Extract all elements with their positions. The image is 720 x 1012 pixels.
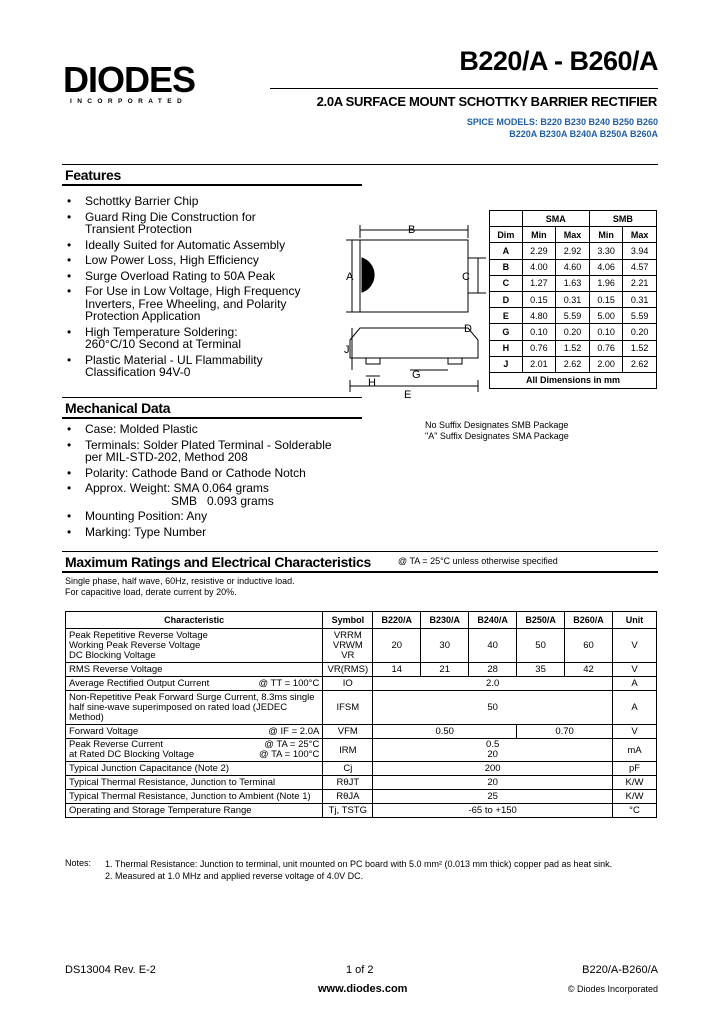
- suffix-note-sma: "A" Suffix Designates SMA Package: [425, 431, 569, 441]
- dim-subheader: Min: [522, 227, 556, 243]
- package-side-view: [350, 328, 478, 358]
- dim-label-E: E: [404, 389, 412, 401]
- ratings-intro-line1: Single phase, half wave, 60Hz, resistive or inductive load.: [65, 576, 295, 586]
- mech-item: • Case: Molded Plastic: [65, 423, 365, 436]
- mech-item: • Mounting Position: Any: [65, 510, 365, 523]
- mechanical-list: [65, 423, 365, 541]
- ratings-row: Typical Junction Capacitance (Note 2) Cj 200 pF: [66, 762, 657, 776]
- notes-label: Notes:: [65, 858, 92, 868]
- dim-subheader: Dim: [490, 227, 523, 243]
- dim-row: H 0.76 1.52 0.76 1.52: [490, 340, 657, 356]
- dim-subheader: Min: [589, 227, 623, 243]
- dim-header-sma: SMA: [522, 211, 589, 227]
- company-logo-subtitle: INCORPORATED: [70, 98, 188, 105]
- ratings-row: RMS Reverse Voltage VR(RMS) 14 21 28 35 42 V: [66, 663, 657, 677]
- feature-item: • Surge Overload Rating to 50A Peak: [65, 270, 355, 283]
- mechanical-title: Mechanical Data: [65, 400, 171, 416]
- feature-item: • Low Power Loss, High Efficiency: [65, 254, 355, 267]
- mech-top-rule: [62, 397, 362, 398]
- ratings-header: B230/A: [421, 612, 469, 629]
- package-suffix-notes: [425, 420, 569, 442]
- ratings-row: Peak Reverse Current at Rated DC Blocking Voltage @ TA = 25°C @ TA = 100°C IRM 0.5 20 mA: [66, 739, 657, 762]
- features-list: [65, 195, 355, 382]
- ratings-header: Symbol: [323, 612, 373, 629]
- cathode-band: [362, 258, 374, 292]
- company-logo: DIODES: [63, 59, 196, 100]
- features-top-rule: [62, 164, 658, 165]
- feature-item: • Guard Ring Die Construction for Transient Protection: [65, 211, 265, 236]
- dim-label-A: A: [346, 271, 354, 283]
- product-subtitle: 2.0A SURFACE MOUNT SCHOTTKY BARRIER RECTIFIER: [316, 94, 657, 109]
- dim-row: D 0.15 0.31 0.15 0.31: [490, 291, 657, 307]
- dim-label-H: H: [368, 377, 376, 389]
- dim-subheader: Max: [556, 227, 590, 243]
- ratings-header: B260/A: [565, 612, 613, 629]
- page-number: 1 of 2: [346, 964, 374, 976]
- features-title: Features: [65, 167, 121, 183]
- ratings-header: Unit: [613, 612, 657, 629]
- ratings-intro: [65, 576, 295, 598]
- mech-item-weight-smb: SMB 0.093 grams: [171, 493, 274, 508]
- spice-models[interactable]: [467, 116, 658, 140]
- dim-footer: All Dimensions in mm: [490, 372, 657, 388]
- mech-item: • Terminals: Solder Plated Terminal - Solderable per MIL-STD-202, Method 208: [65, 439, 345, 464]
- ratings-condition: @ TA = 25°C unless otherwise specified: [398, 556, 558, 566]
- footer-part-number: B220/A-B260/A: [582, 964, 658, 976]
- dim-label-G: G: [412, 369, 421, 381]
- ratings-header: B220/A: [373, 612, 421, 629]
- ratings-row: Typical Thermal Resistance, Junction to Terminal RθJT 20 K/W: [66, 776, 657, 790]
- note-2: 2. Measured at 1.0 MHz and applied reverse voltage of 4.0V DC.: [105, 871, 364, 881]
- dim-row: C 1.27 1.63 1.96 2.21: [490, 275, 657, 291]
- feature-item: • For Use in Low Voltage, High Frequency Inverters, Free Wheeling, and Polarity Protection Application: [65, 285, 310, 323]
- ratings-top-rule: [62, 551, 658, 552]
- feature-item: • Schottky Barrier Chip: [65, 195, 355, 208]
- ratings-table: [65, 611, 657, 818]
- spice-models-line2[interactable]: B220A B230A B240A B250A B260A: [509, 129, 658, 139]
- feature-item: • High Temperature Soldering: 260°C/10 Second at Terminal: [65, 326, 275, 351]
- doc-number: DS13004 Rev. E-2: [65, 964, 156, 976]
- dim-subheader: Max: [623, 227, 657, 243]
- features-underline: [62, 184, 362, 186]
- ratings-underline: [62, 571, 658, 573]
- dim-row: B 4.00 4.60 4.06 4.57: [490, 259, 657, 275]
- dim-row: E 4.80 5.59 5.00 5.59: [490, 308, 657, 324]
- copyright: © Diodes Incorporated: [567, 984, 658, 994]
- feature-item: • Plastic Material - UL Flammability Classification 94V-0: [65, 354, 275, 379]
- ratings-intro-line2: For capacitive load, derate current by 20%.: [65, 587, 237, 597]
- dim-label-J: J: [344, 344, 350, 356]
- ratings-header: B240/A: [469, 612, 517, 629]
- package-top-view: [360, 240, 468, 312]
- mech-item: • Polarity: Cathode Band or Cathode Notch: [65, 467, 365, 480]
- ratings-row: Peak Repetitive Reverse Voltage Working Peak Reverse Voltage DC Blocking Voltage VRRM VRWM VR 20 30 40 50 60 V: [66, 629, 657, 663]
- dim-label-C: C: [462, 271, 470, 283]
- ratings-header: B250/A: [517, 612, 565, 629]
- dim-label-B: B: [408, 224, 416, 236]
- note-1: 1. Thermal Resistance: Junction to terminal, unit mounted on PC board with 5.0 mm² (0.013 mm thick) copper pad as heat sink.: [105, 859, 613, 869]
- package-outline-diagram: [330, 210, 490, 405]
- dim-header-smb: SMB: [589, 211, 656, 227]
- suffix-note-smb: No Suffix Designates SMB Package: [425, 420, 569, 430]
- dim-row: J 2.01 2.62 2.00 2.62: [490, 356, 657, 372]
- dimensions-table: [489, 210, 657, 389]
- mech-item: • Approx. Weight: SMA 0.064 grams: [65, 482, 365, 495]
- notes-body: [105, 858, 665, 882]
- feature-item: • Ideally Suited for Automatic Assembly: [65, 239, 355, 252]
- spice-models-line1[interactable]: SPICE MODELS: B220 B230 B240 B250 B260: [466, 117, 658, 127]
- dim-row: G 0.10 0.20 0.10 0.20: [490, 324, 657, 340]
- ratings-row: Non-Repetitive Peak Forward Surge Current, 8.3ms single half sine-wave superimposed on rated load (JEDEC Method) IFSM 50 A: [66, 691, 657, 725]
- mech-underline: [62, 417, 362, 419]
- ratings-row: Average Rectified Output Current @ TT = 100°C IO 2.0 A: [66, 677, 657, 691]
- ratings-header: Characteristic: [66, 612, 323, 629]
- ratings-row: Typical Thermal Resistance, Junction to Ambient (Note 1) RθJA 25 K/W: [66, 790, 657, 804]
- dim-row: A 2.29 2.92 3.30 3.94: [490, 243, 657, 259]
- dim-label-D: D: [464, 323, 472, 335]
- mech-item: • Marking: Type Number: [65, 526, 365, 539]
- ratings-row: Operating and Storage Temperature Range Tj, TSTG -65 to +150 °C: [66, 804, 657, 818]
- ratings-title: Maximum Ratings and Electrical Characteristics: [65, 554, 371, 570]
- website-link[interactable]: www.diodes.com: [318, 983, 408, 995]
- header-divider: [270, 88, 658, 89]
- dim-header-blank: [490, 211, 523, 227]
- ratings-row: Forward Voltage @ IF = 2.0A VFM 0.50 0.70 V: [66, 725, 657, 739]
- part-number-title: B220/A - B260/A: [459, 46, 658, 76]
